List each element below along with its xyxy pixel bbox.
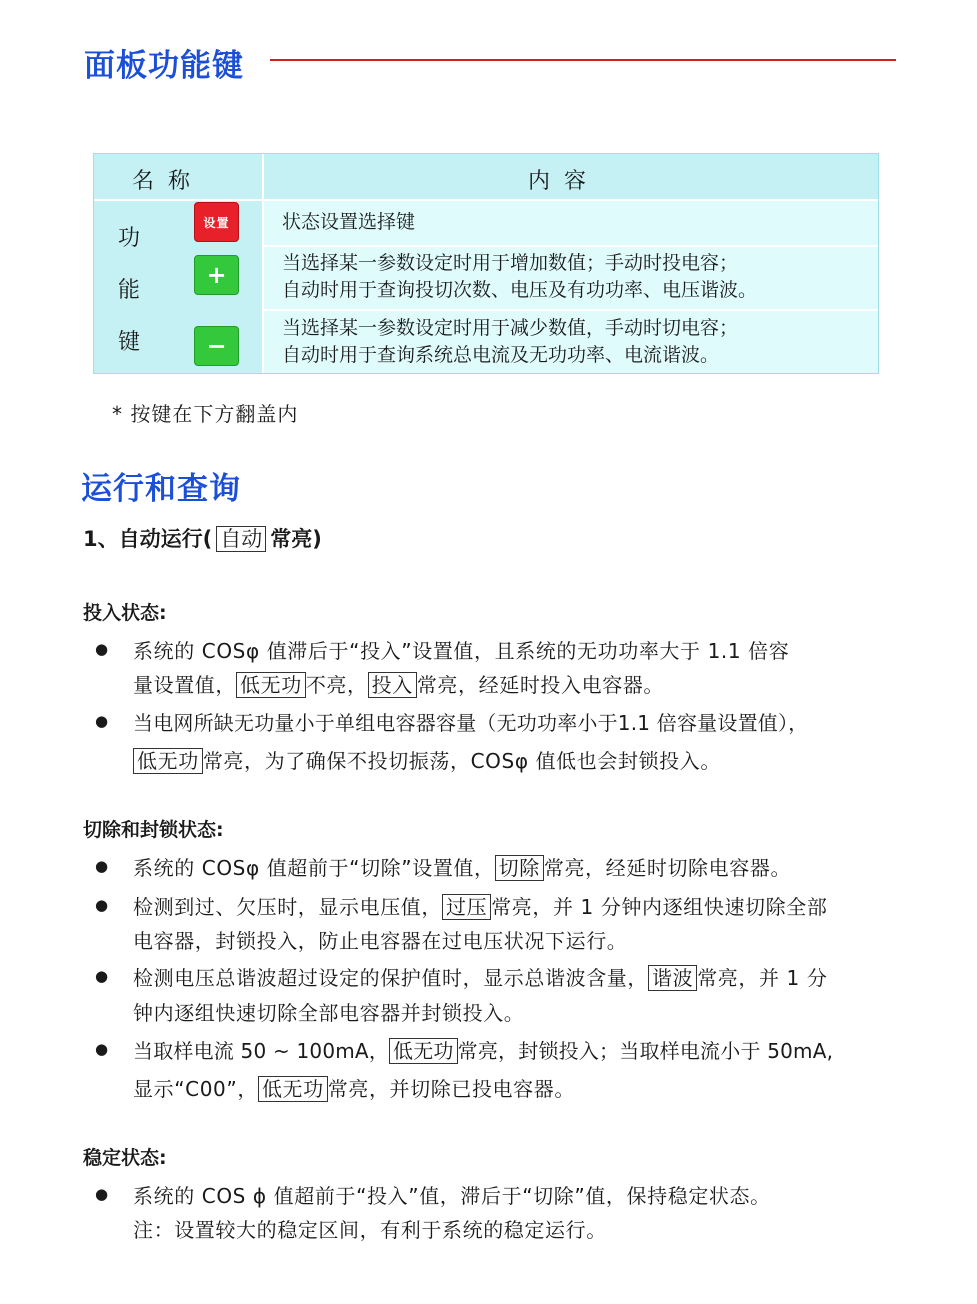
key-description: 当选择某一参数设定时用于减少数值，手动时切电容； [282,317,739,339]
bullet-icon: ● [95,1040,109,1058]
indicator-box: 低无功 [133,748,203,774]
text: 量设置值， [133,673,236,697]
indicator-box: 自动 [216,526,266,552]
key-description: 自动时用于查询系统总电流及无功功率、电流谐波。 [282,344,720,366]
text: 系统的 COSφ 值超前于“切除”设置值， [133,856,495,880]
paragraph-line [133,745,721,774]
text: 显示“C00”， [133,1077,258,1101]
table-divider [94,199,878,201]
text: 常亮，为了确保不投切振荡，COSφ 值低也会封锁投入。 [202,749,721,773]
paragraph-line: 系统的 COSφ 值滞后于“投入”设置值，且系统的无功功率大于 1.1 倍容 [133,639,790,663]
table-header-name: 名 称 [132,169,190,194]
indicator-box: 过压 [442,894,491,920]
set-key-icon: 设置 [194,202,239,242]
text: 常亮，封锁投入；当取样电流小于 50mA, [457,1039,834,1063]
table-column-divider [262,154,264,373]
paragraph-line [133,962,827,991]
paragraph-line [133,1035,833,1064]
text: 不亮， [305,673,368,697]
plus-key-icon: + [194,255,239,295]
paragraph-line: 系统的 COS ϕ 值超前于“投入”值，滞后于“切除”值，保持稳定状态。 [133,1184,771,1208]
paragraph-line [133,852,791,881]
indicator-box: 投入 [368,672,417,698]
paragraph-line [133,891,827,920]
text: 常亮，并 1 分钟内逐组快速切除全部 [491,895,828,919]
bullet-icon: ● [95,896,109,914]
indicator-box: 低无功 [258,1076,328,1102]
group-label-char: 键 [118,330,141,355]
indicator-box: 低无功 [236,672,306,698]
paragraph-line: 当电网所缺无功量小于单组电容器容量（无功功率小于1.1 倍容量设置值）， [133,711,809,735]
text: 常亮，经延时投入电容器。 [416,673,665,697]
subtitle-prefix: 1、自动运行( [83,527,213,551]
text: 当取样电流 50 ~ 100mA， [133,1039,390,1063]
text: 常亮，并切除已投电容器。 [327,1077,575,1101]
paragraph-line [133,669,664,698]
paragraph-line: 注：设置较大的稳定区间，有利于系统的稳定运行。 [133,1218,607,1242]
table-header-content: 内 容 [528,169,586,194]
section-title-operation: 运行和查询 [81,471,241,507]
indicator-box: 低无功 [389,1038,458,1064]
section-title-panel-keys: 面板功能键 [84,48,244,84]
text: 检测电压总谐波超过设定的保护值时，显示总谐波含量， [133,966,648,990]
footnote: * 按键在下方翻盖内 [112,402,299,426]
table-divider [264,309,878,311]
paragraph-line: 钟内逐组快速切除全部电容器并封锁投入。 [133,1001,525,1025]
bullet-icon: ● [95,1185,109,1203]
key-description: 状态设置选择键 [282,211,416,233]
heading-cutoff: 切除和封锁状态: [83,819,224,841]
bullet-icon: ● [95,857,109,875]
text: 常亮，经延时切除电容器。 [543,856,792,880]
subtitle-suffix: 常亮) [270,527,322,551]
text: 常亮，并 1 分 [697,966,828,990]
subtitle-auto-run [83,523,322,553]
heading-stable: 稳定状态: [83,1147,167,1169]
bullet-icon: ● [95,640,109,658]
group-label-char: 功 [118,226,141,251]
indicator-box: 切除 [495,855,544,881]
key-description: 自动时用于查询投切次数、电压及有功功率、电压谐波。 [282,279,758,301]
indicator-box: 谐波 [648,965,697,991]
text: 检测到过、欠压时，显示电压值， [133,895,442,919]
heading-invest: 投入状态: [83,602,167,624]
bullet-icon: ● [95,967,109,985]
key-description: 当选择某一参数设定时用于增加数值；手动时投电容； [282,252,739,274]
function-key-table [93,153,879,374]
bullet-icon: ● [95,712,109,730]
paragraph-line: 电容器，封锁投入，防止电容器在过电压状况下运行。 [133,929,628,953]
paragraph-line [133,1073,575,1102]
title-rule [270,59,896,61]
group-label-char: 能 [118,278,141,303]
minus-key-icon: − [194,326,239,366]
table-divider [264,245,878,247]
